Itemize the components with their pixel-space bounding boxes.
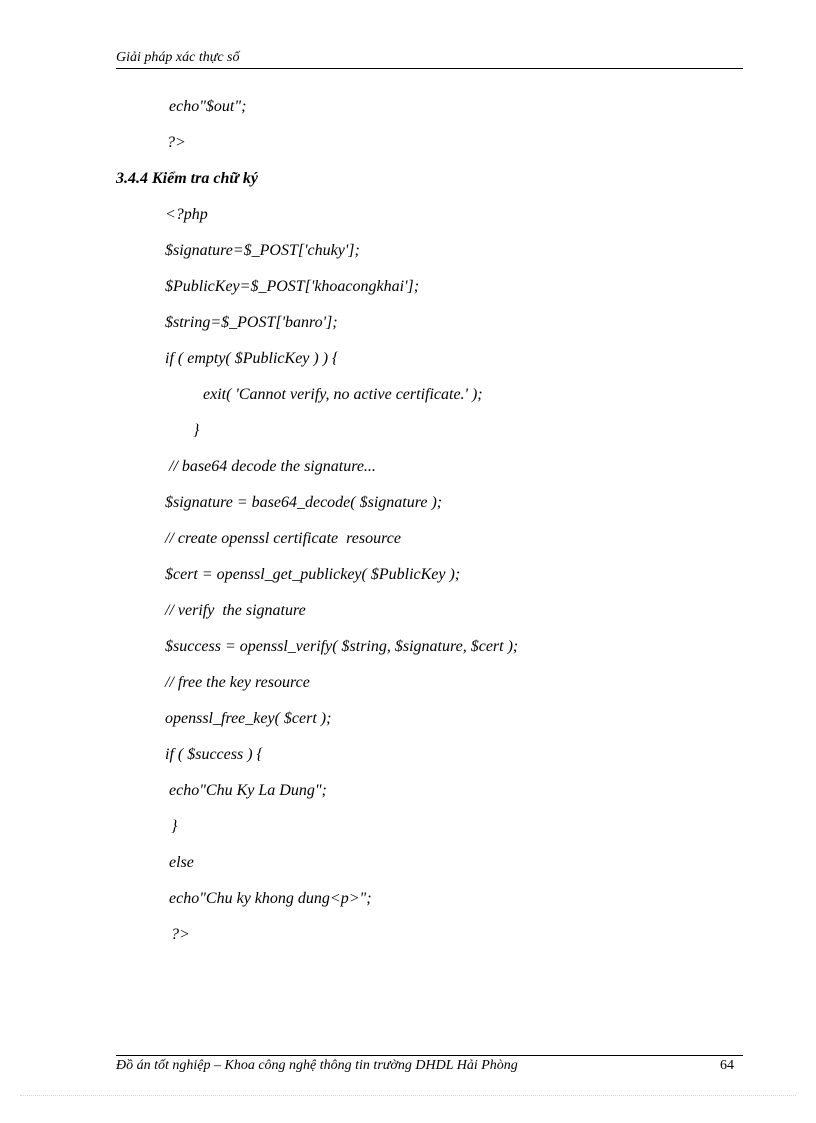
- code-line: ?>: [167, 134, 186, 151]
- code-line: $cert = openssl_get_publickey( $PublicKey );: [165, 566, 461, 583]
- code-line: openssl_free_key( $cert );: [165, 710, 332, 727]
- code-line: echo"Chu Ky La Dung";: [169, 782, 327, 799]
- page-number: 64: [720, 1058, 734, 1073]
- code-line: // create openssl certificate resource: [165, 530, 401, 547]
- page-bottom-edge: [20, 1095, 796, 1096]
- code-line: $signature=$_POST['chuky'];: [165, 242, 360, 259]
- code-line: ?>: [171, 926, 190, 943]
- code-line: <?php: [165, 206, 208, 223]
- code-line: }: [171, 818, 178, 835]
- header-divider: [116, 68, 743, 69]
- page-header-title: Giải pháp xác thực số: [116, 50, 240, 65]
- code-line: if ( empty( $PublicKey ) ) {: [165, 350, 339, 367]
- footer-divider: [116, 1055, 743, 1056]
- section-heading: 3.4.4 Kiểm tra chữ ký: [116, 170, 259, 187]
- code-line: $string=$_POST['banro'];: [165, 314, 338, 331]
- code-line: $signature = base64_decode( $signature );: [165, 494, 443, 511]
- code-line: else: [169, 854, 194, 871]
- code-line: echo"$out";: [169, 98, 247, 115]
- code-line: $success = openssl_verify( $string, $signature, $cert );: [165, 638, 519, 655]
- code-line: echo"Chu ky khong dung<p>";: [169, 890, 372, 907]
- code-line: if ( $success ) {: [165, 746, 263, 763]
- code-line: }: [193, 422, 200, 439]
- code-line: exit( 'Cannot verify, no active certificate.' );: [203, 386, 483, 403]
- page-footer-text: Đồ án tốt nghiệp – Khoa công nghệ thông tin trường DHDL Hải Phòng: [116, 1058, 518, 1073]
- code-line: $PublicKey=$_POST['khoacongkhai'];: [165, 278, 420, 295]
- code-line: // free the key resource: [165, 674, 310, 691]
- code-line: // base64 decode the signature...: [169, 458, 376, 475]
- code-line: // verify the signature: [165, 602, 306, 619]
